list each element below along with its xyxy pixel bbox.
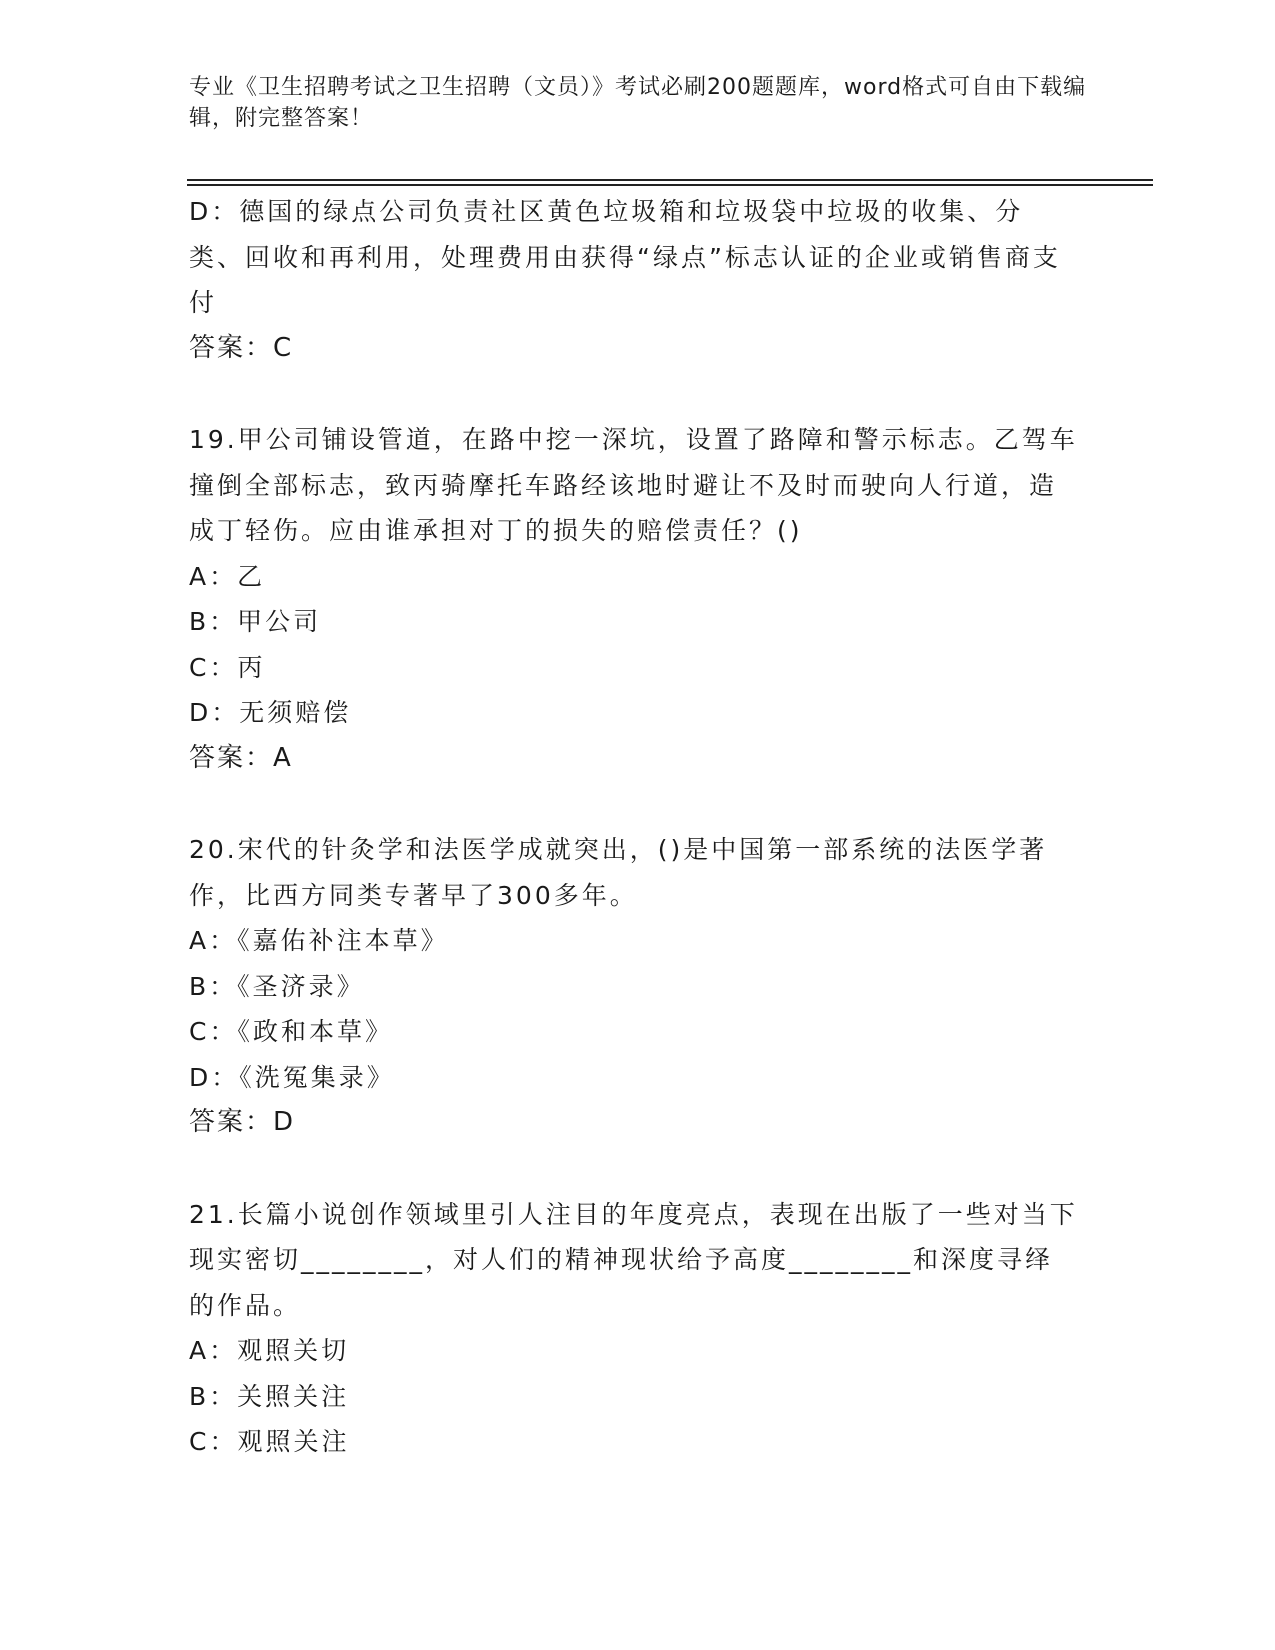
question-18-tail (189, 189, 1079, 371)
q19-stem: 19.甲公司铺设管道，在路中挖一深坑，设置了路障和警示标志。乙驾车撞倒全部标志，致丙骑摩托车路经该地时避让不及时而驶向人行道，造成丁轻伤。应由谁承担对丁的损失的赔偿责任？() (189, 425, 1078, 545)
header-rule-bottom (187, 184, 1153, 186)
q19-option-c: C：丙 (189, 652, 266, 682)
q19-option-a: A：乙 (189, 561, 266, 591)
question-21 (189, 1192, 1079, 1465)
q20-stem: 20.宋代的针灸学和法医学成就突出，()是中国第一部系统的法医学著作，比西方同类专著早了300多年。 (189, 835, 1048, 910)
q19-option-d: D：无须赔偿 (189, 698, 352, 727)
question-20 (189, 827, 1079, 1146)
q20-option-c: C：《政和本草》 (189, 1017, 393, 1046)
page-header: 专业《卫生招聘考试之卫生招聘（文员）》考试必刷200题题库，word格式可自由下载编辑，附完整答案！ (189, 75, 1087, 131)
question-19 (189, 417, 1079, 781)
q21-option-c: C：观照关注 (189, 1427, 350, 1456)
q20-option-d: D：《洗冤集录》 (189, 1062, 395, 1092)
q21-option-a: A：观照关切 (189, 1336, 350, 1365)
q18-answer: 答案：C (189, 332, 294, 363)
q19-answer: 答案：A (189, 742, 293, 773)
q20-answer: 答案：D (189, 1107, 296, 1137)
q20-option-a: A：《嘉佑补注本草》 (189, 926, 449, 955)
q20-option-b: B：《圣济录》 (189, 971, 365, 1001)
q21-stem: 21.长篇小说创作领域里引人注目的年度亮点，表现在出版了一些对当下现实密切________，对人们的精神现状给予高度________和深度寻绎的作品。 (189, 1199, 1078, 1320)
q21-option-b: B：关照关注 (189, 1381, 350, 1411)
header-rule-top (187, 179, 1153, 181)
q18-option-d: D：德国的绿点公司负责社区黄色垃圾箱和垃圾袋中垃圾的收集、分类、回收和再利用，处理费用由获得“绿点”标志认证的企业或销售商支付 (189, 197, 1061, 317)
question-content (189, 189, 1079, 1511)
q19-option-b: B：甲公司 (189, 607, 322, 636)
